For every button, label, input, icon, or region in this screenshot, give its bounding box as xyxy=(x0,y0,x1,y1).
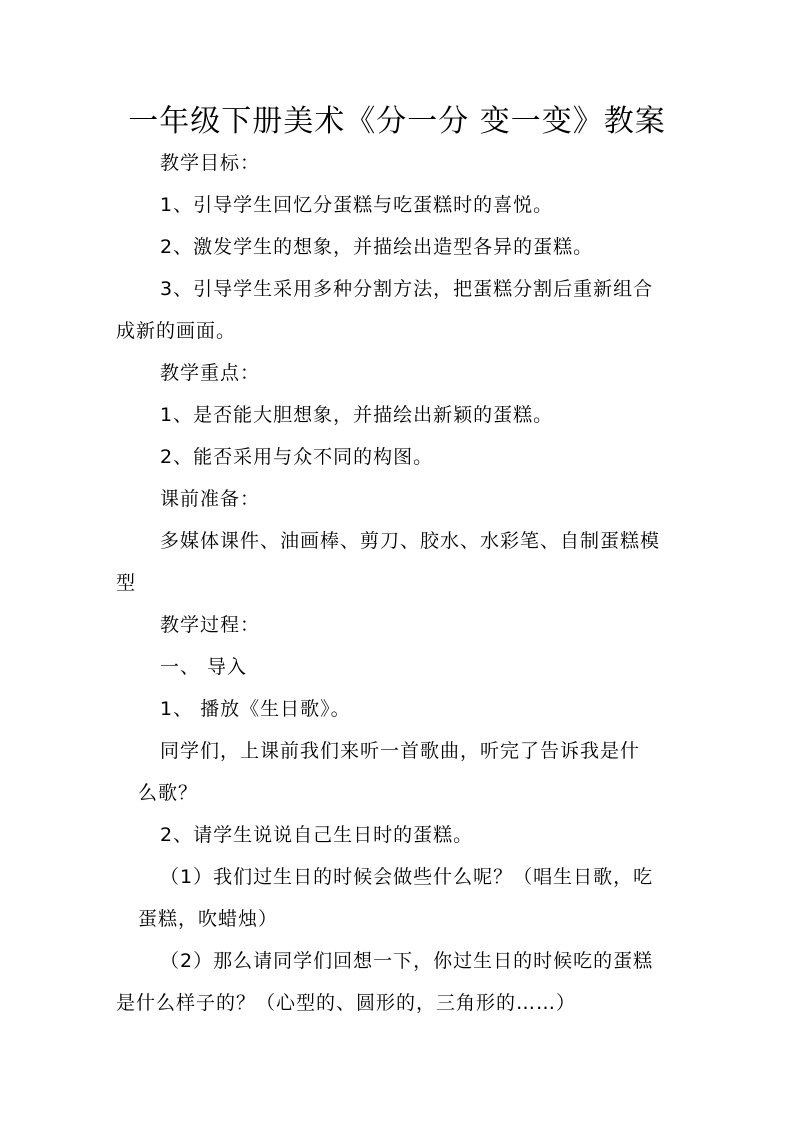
section-heading-preparation: 课前准备： xyxy=(160,488,261,510)
process-question-1: （1）我们过生日的时候会做些什么呢？（唱生日歌，吃 xyxy=(160,866,654,888)
process-question-2-cont: 是什么样子的？（心型的、圆形的，三角形的……） xyxy=(116,992,577,1014)
section-heading-key-points: 教学重点： xyxy=(160,362,261,384)
process-substep-1: 1、 播放《生日歌》。 xyxy=(160,698,351,720)
objective-item-2: 2、激发学生的想象，并描绘出造型各异的蛋糕。 xyxy=(160,236,594,258)
process-substep-2: 2、请学生说说自己生日时的蛋糕。 xyxy=(160,824,474,846)
document-title: 一年级下册美术《分一分 变一变》教案 xyxy=(128,104,666,139)
process-question-1-cont: 蛋糕，吹蜡烛） xyxy=(138,908,279,930)
objective-item-3: 3、引导学生采用多种分割方法，把蛋糕分割后重新组合 xyxy=(160,278,654,300)
objective-item-3-cont: 成新的画面。 xyxy=(116,320,237,342)
section-heading-objectives: 教学目标： xyxy=(160,152,261,174)
objective-item-1: 1、引导学生回忆分蛋糕与吃蛋糕时的喜悦。 xyxy=(160,194,554,216)
process-question-2: （2）那么请同学们回想一下，你过生日的时候吃的蛋糕 xyxy=(160,950,654,972)
process-paragraph: 同学们，上课前我们来听一首歌曲，听完了告诉我是什 xyxy=(160,740,641,762)
process-paragraph-cont: 么歌？ xyxy=(138,782,199,804)
process-step-intro: 一、 导入 xyxy=(160,656,248,678)
key-point-item-1: 1、是否能大胆想象，并描绘出新颖的蛋糕。 xyxy=(160,404,554,426)
section-heading-process: 教学过程： xyxy=(160,614,261,636)
preparation-materials-cont: 型 xyxy=(116,572,137,594)
key-point-item-2: 2、能否采用与众不同的构图。 xyxy=(160,446,434,468)
preparation-materials: 多媒体课件、油画棒、剪刀、胶水、水彩笔、自制蛋糕模 xyxy=(160,530,661,552)
